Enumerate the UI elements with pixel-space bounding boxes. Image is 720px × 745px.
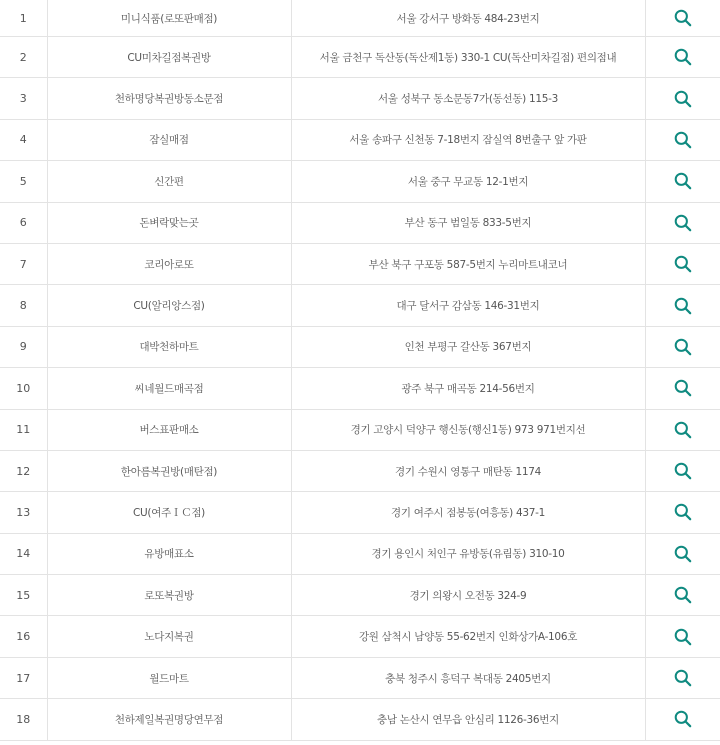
search-icon	[673, 544, 693, 564]
action-cell	[645, 616, 720, 657]
row-number: 6	[0, 202, 47, 243]
table-row	[0, 78, 720, 119]
search-button[interactable]	[673, 213, 693, 233]
search-button[interactable]	[673, 461, 693, 481]
row-number: 16	[0, 616, 47, 657]
search-icon	[673, 337, 693, 357]
table-row	[0, 0, 720, 37]
store-name: 신간편	[47, 161, 291, 202]
table-row	[0, 368, 720, 409]
search-icon	[673, 585, 693, 605]
search-button[interactable]	[673, 47, 693, 67]
store-address: 경기 고양시 덕양구 행신동(행신1동) 973 971번지선	[291, 409, 645, 450]
action-cell	[645, 161, 720, 202]
store-address: 서울 금천구 독산동(독산제1동) 330-1 CU(독산미차길점) 편의점내	[291, 37, 645, 78]
store-name: 로또복권방	[47, 575, 291, 616]
row-number: 2	[0, 37, 47, 78]
row-number: 15	[0, 575, 47, 616]
action-cell	[645, 326, 720, 367]
table-row	[0, 657, 720, 698]
store-name: 월드마트	[47, 657, 291, 698]
action-cell	[645, 285, 720, 326]
search-icon	[673, 254, 693, 274]
search-button[interactable]	[673, 378, 693, 398]
store-name: CU(알리앙스점)	[47, 285, 291, 326]
store-address: 서울 성북구 동소문동7가(동선동) 115-3	[291, 78, 645, 119]
action-cell	[645, 492, 720, 533]
store-address: 경기 여주시 점봉동(여흥동) 437-1	[291, 492, 645, 533]
table-row	[0, 202, 720, 243]
store-address: 강원 삼척시 남양동 55-62번지 인화상가A-106호	[291, 616, 645, 657]
store-address: 광주 북구 매곡동 214-56번지	[291, 368, 645, 409]
row-number: 7	[0, 243, 47, 284]
store-name: 대박천하마트	[47, 326, 291, 367]
search-icon	[673, 668, 693, 688]
search-button[interactable]	[673, 296, 693, 316]
store-address: 경기 수원시 영통구 매탄동 1174	[291, 450, 645, 491]
action-cell	[645, 409, 720, 450]
row-number: 13	[0, 492, 47, 533]
store-address: 부산 북구 구포동 587-5번지 누리마트내코너	[291, 243, 645, 284]
search-icon	[673, 296, 693, 316]
row-number: 17	[0, 657, 47, 698]
search-icon	[673, 502, 693, 522]
store-address: 경기 의왕시 오전동 324-9	[291, 575, 645, 616]
search-button[interactable]	[673, 668, 693, 688]
store-address: 대구 달서구 감삼동 146-31번지	[291, 285, 645, 326]
action-cell	[645, 243, 720, 284]
row-number: 18	[0, 699, 47, 740]
search-button[interactable]	[673, 627, 693, 647]
store-name: 유방매표소	[47, 533, 291, 574]
store-name: CU(여주ＩＣ점)	[47, 492, 291, 533]
store-name: 한아름복권방(매탄점)	[47, 450, 291, 491]
search-icon	[673, 130, 693, 150]
table-row	[0, 616, 720, 657]
action-cell	[645, 0, 720, 37]
row-number: 8	[0, 285, 47, 326]
row-number: 14	[0, 533, 47, 574]
row-number: 3	[0, 78, 47, 119]
row-number: 11	[0, 409, 47, 450]
row-number: 4	[0, 119, 47, 160]
table-row	[0, 492, 720, 533]
row-number: 12	[0, 450, 47, 491]
action-cell	[645, 119, 720, 160]
store-address: 서울 강서구 방화동 484-23번지	[291, 0, 645, 37]
search-button[interactable]	[673, 502, 693, 522]
store-address: 서울 송파구 신천동 7-18번지 잠실역 8번출구 앞 가판	[291, 119, 645, 160]
store-address: 충남 논산시 연무읍 안심리 1126-36번지	[291, 699, 645, 740]
search-icon	[673, 420, 693, 440]
table-row	[0, 326, 720, 367]
store-address: 부산 동구 범일동 833-5번지	[291, 202, 645, 243]
row-number: 1	[0, 0, 47, 37]
store-name: 미니식품(로또판매점)	[47, 0, 291, 37]
store-address: 서울 중구 무교동 12-1번지	[291, 161, 645, 202]
table-row	[0, 243, 720, 284]
store-name: 천하명당복권방동소문점	[47, 78, 291, 119]
search-icon	[673, 171, 693, 191]
store-address: 경기 용인시 처인구 유방동(유림동) 310-10	[291, 533, 645, 574]
store-name: 코리아로또	[47, 243, 291, 284]
table-row	[0, 699, 720, 740]
search-icon	[673, 378, 693, 398]
table-row	[0, 285, 720, 326]
table-row	[0, 450, 720, 491]
action-cell	[645, 450, 720, 491]
search-icon	[673, 461, 693, 481]
store-name: 씨네월드매곡점	[47, 368, 291, 409]
action-cell	[645, 202, 720, 243]
search-button[interactable]	[673, 254, 693, 274]
action-cell	[645, 78, 720, 119]
store-address: 충북 청주시 흥덕구 복대동 2405번지	[291, 657, 645, 698]
search-icon	[673, 627, 693, 647]
store-name: 잠실매점	[47, 119, 291, 160]
action-cell	[645, 37, 720, 78]
search-button[interactable]	[673, 89, 693, 109]
search-button[interactable]	[673, 544, 693, 564]
action-cell	[645, 533, 720, 574]
search-icon	[673, 8, 693, 28]
action-cell	[645, 657, 720, 698]
table-row	[0, 161, 720, 202]
search-button[interactable]	[673, 709, 693, 729]
search-icon	[673, 47, 693, 67]
search-button[interactable]	[673, 130, 693, 150]
search-button[interactable]	[673, 8, 693, 28]
store-name: 돈벼락맞는곳	[47, 202, 291, 243]
row-number: 9	[0, 326, 47, 367]
store-name: 버스표판매소	[47, 409, 291, 450]
table-row	[0, 37, 720, 78]
table-row	[0, 575, 720, 616]
search-button[interactable]	[673, 337, 693, 357]
search-icon	[673, 89, 693, 109]
search-button[interactable]	[673, 420, 693, 440]
search-icon	[673, 213, 693, 233]
action-cell	[645, 368, 720, 409]
action-cell	[645, 575, 720, 616]
store-name: CU미차길점복권방	[47, 37, 291, 78]
search-button[interactable]	[673, 171, 693, 191]
store-name: 노다지복권	[47, 616, 291, 657]
table-row	[0, 119, 720, 160]
action-cell	[645, 699, 720, 740]
table-row	[0, 533, 720, 574]
store-name: 천하제일복권명당연무점	[47, 699, 291, 740]
row-number: 10	[0, 368, 47, 409]
table-row	[0, 409, 720, 450]
search-button[interactable]	[673, 585, 693, 605]
row-number: 5	[0, 161, 47, 202]
store-address: 인천 부평구 갈산동 367번지	[291, 326, 645, 367]
search-icon	[673, 709, 693, 729]
